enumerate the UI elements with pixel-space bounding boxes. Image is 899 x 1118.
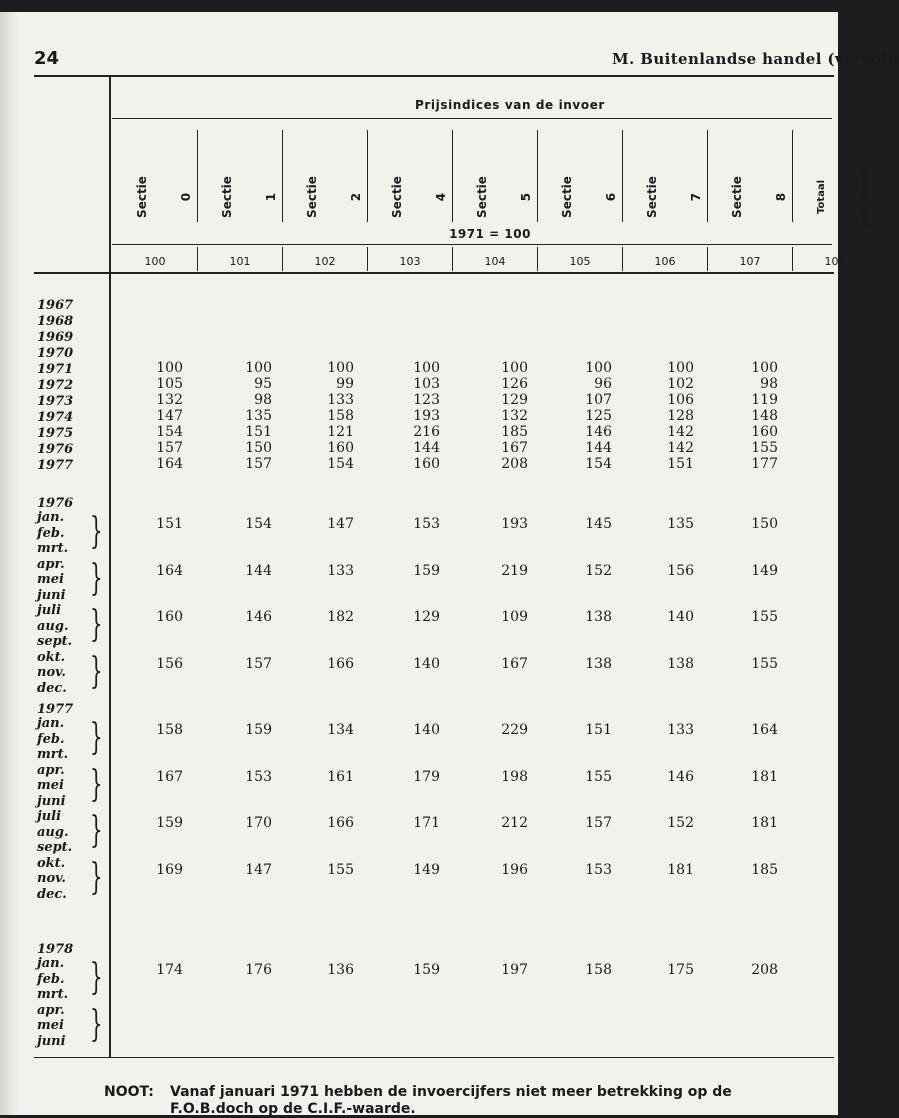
quarter-value: 174 — [156, 962, 183, 978]
quarter-value: 151 — [156, 516, 183, 532]
quarter-value: 136 — [327, 962, 354, 978]
annual-value: 107 — [585, 392, 612, 408]
month-label: apr. — [37, 556, 65, 572]
quarter-value: 185 — [751, 861, 778, 878]
annual-value: 208 — [501, 456, 528, 472]
quarter-value: 167 — [156, 768, 183, 785]
annual-value: 98 — [254, 392, 272, 408]
quarter-value: 159 — [413, 962, 440, 978]
quarter-value: 156 — [156, 655, 183, 672]
annual-value: 126 — [501, 376, 528, 392]
annual-value: 146 — [585, 424, 612, 440]
quarter-brace: } — [90, 957, 103, 998]
annual-value: 151 — [667, 456, 694, 472]
quarter-value: 169 — [156, 861, 183, 878]
quarter-value: 181 — [667, 861, 694, 878]
column-code: 105 — [569, 255, 591, 268]
footnote-prefix: NOOT: — [104, 1084, 154, 1100]
quarter-value: 140 — [667, 609, 694, 625]
annual-value: 154 — [156, 424, 183, 440]
quarter-value: 146 — [245, 609, 272, 625]
column-divider — [282, 130, 283, 222]
annual-value: 95 — [254, 376, 272, 392]
quarter-value: 160 — [156, 609, 183, 625]
year-label: 1971 — [37, 362, 74, 377]
quarter-value: 229 — [501, 722, 528, 738]
annual-value: 157 — [156, 440, 183, 456]
column-label: Sectie — [135, 176, 149, 218]
column-section: excl. sectie — [860, 165, 871, 229]
year-label: 1969 — [37, 330, 74, 345]
quarter-value: 164 — [156, 562, 183, 579]
column-label: Sectie — [730, 176, 744, 218]
year-label: 1977 — [37, 458, 74, 473]
quarter-value: 157 — [245, 655, 272, 672]
rule-top — [34, 75, 834, 77]
annual-value: 121 — [327, 424, 354, 440]
quarter-value: 179 — [413, 768, 440, 785]
column-code: 102 — [314, 255, 336, 268]
column-code: 100 — [144, 255, 166, 268]
quarter-value: 144 — [245, 562, 272, 579]
annual-value: 147 — [156, 408, 183, 424]
quarter-value: 135 — [667, 516, 694, 532]
quarter-value: 155 — [327, 861, 354, 878]
quarter-value: 167 — [501, 655, 528, 672]
month-label: mrt. — [37, 541, 69, 556]
annual-value: 105 — [156, 376, 183, 392]
quarter-value: 145 — [585, 516, 612, 532]
rule-stub — [109, 75, 111, 1057]
column-section: 6 — [604, 192, 618, 202]
year-label: 1973 — [37, 394, 74, 409]
quarter-value: 181 — [751, 768, 778, 785]
quarter-value: 176 — [245, 962, 272, 978]
annual-value: 100 — [327, 360, 354, 376]
annual-value: 100 — [245, 360, 272, 376]
month-label: aug. — [37, 824, 69, 840]
column-section: 0 — [179, 192, 193, 202]
column-label: Sectie — [220, 176, 234, 218]
document-page — [0, 12, 899, 1117]
column-header — [135, 167, 193, 227]
column-header — [816, 165, 871, 229]
rule-bottom — [34, 1057, 834, 1058]
quarter-value: 159 — [413, 562, 440, 579]
month-label: mrt. — [37, 987, 69, 1002]
annual-value: 129 — [501, 392, 528, 408]
quarter-value: 154 — [245, 516, 272, 532]
month-label: nov. — [37, 665, 66, 680]
quarter-value: 109 — [501, 609, 528, 625]
month-label: dec. — [37, 680, 67, 696]
annual-value: 123 — [413, 392, 440, 408]
annual-value: 160 — [327, 440, 354, 456]
quarter-value: 156 — [667, 562, 694, 579]
year-label: 1968 — [37, 314, 74, 329]
rule-header-codes — [112, 244, 832, 245]
base-year: 1971 = 100 — [449, 227, 531, 241]
quarter-value: 138 — [667, 655, 694, 672]
quarter-value: 140 — [413, 655, 440, 672]
annual-value: 164 — [156, 456, 183, 472]
annual-value: 144 — [585, 440, 612, 456]
column-header — [560, 167, 618, 227]
annual-value: 193 — [413, 408, 440, 424]
year-label: 1972 — [37, 378, 74, 393]
year-label: 1970 — [37, 346, 74, 361]
month-label: juli — [37, 603, 62, 618]
month-label: feb. — [37, 525, 65, 541]
month-label: juni — [37, 587, 66, 603]
quarter-value: 134 — [327, 722, 354, 738]
annual-value: 100 — [501, 360, 528, 376]
month-label: aug. — [37, 618, 69, 634]
quarter-value: 193 — [501, 516, 528, 532]
column-section: 8 — [774, 192, 788, 202]
annual-value: 99 — [336, 376, 354, 392]
column-label: Sectie — [475, 176, 489, 218]
month-label: apr. — [37, 762, 65, 778]
column-section: 4 — [434, 192, 448, 202]
column-section: 5 — [519, 192, 533, 202]
column-header — [475, 167, 533, 227]
column-section: 2 — [349, 192, 363, 202]
quarter-value: 196 — [501, 861, 528, 878]
annual-value: 100 — [413, 360, 440, 376]
month-label: jan. — [37, 716, 65, 731]
column-divider — [707, 130, 708, 222]
month-label: juni — [37, 1033, 66, 1049]
quarter-value: 175 — [667, 962, 694, 978]
rule-header-title — [112, 118, 832, 119]
month-label: mrt. — [37, 747, 69, 762]
quarter-value: 152 — [667, 815, 694, 831]
quarter-year: 1978 — [37, 942, 74, 957]
column-label: Sectie — [390, 176, 404, 218]
month-label: apr. — [37, 1002, 65, 1018]
column-divider — [792, 130, 793, 222]
year-label: 1967 — [37, 298, 74, 313]
quarter-value: 149 — [413, 861, 440, 878]
quarter-value: 153 — [413, 516, 440, 532]
rule-header-bottom — [34, 272, 834, 274]
footnote — [104, 1084, 732, 1118]
annual-value: 151 — [245, 424, 272, 440]
footnote-line-2: F.O.B.doch op de C.I.F.-waarde. — [170, 1101, 416, 1117]
column-label: Totaal — [816, 179, 827, 215]
month-label: okt. — [37, 649, 66, 665]
annual-value: 98 — [760, 376, 778, 392]
annual-value: 167 — [501, 440, 528, 456]
quarter-year: 1976 — [37, 496, 74, 511]
column-label: Sectie — [645, 176, 659, 218]
annual-value: 157 — [245, 456, 272, 472]
annual-value: 177 — [751, 456, 778, 472]
month-label: mei — [37, 572, 64, 587]
column-header — [730, 167, 788, 227]
quarter-brace: } — [90, 717, 103, 758]
quarter-value: 155 — [751, 609, 778, 625]
quarter-value: 208 — [751, 962, 778, 978]
column-code: 107 — [739, 255, 761, 268]
year-label: 1975 — [37, 426, 74, 441]
quarter-brace: } — [90, 856, 103, 898]
quarter-year: 1977 — [37, 702, 74, 717]
quarter-value: 212 — [501, 815, 528, 831]
column-divider — [622, 130, 623, 222]
quarter-value: 146 — [667, 768, 694, 785]
annual-value: 132 — [156, 392, 183, 408]
quarter-value: 161 — [327, 768, 354, 785]
column-label: Sectie — [305, 176, 319, 218]
quarter-brace: } — [90, 763, 103, 805]
quarter-value: 153 — [245, 768, 272, 785]
annual-value: 160 — [413, 456, 440, 472]
annual-value: 106 — [667, 392, 694, 408]
column-header — [645, 167, 703, 227]
quarter-value: 138 — [585, 655, 612, 672]
column-code: 104 — [484, 255, 506, 268]
annual-value: 133 — [327, 392, 354, 408]
quarter-brace: } — [90, 810, 103, 851]
month-label: mei — [37, 778, 64, 793]
quarter-value: 129 — [413, 609, 440, 625]
annual-value: 100 — [667, 360, 694, 376]
month-label: dec. — [37, 886, 67, 902]
column-section: 7 — [689, 192, 703, 202]
quarter-value: 158 — [585, 962, 612, 978]
annual-value: 154 — [585, 456, 612, 472]
quarter-value: 198 — [501, 768, 528, 785]
annual-value: 142 — [667, 440, 694, 456]
annual-value: 216 — [413, 424, 440, 440]
quarter-value: 152 — [585, 562, 612, 579]
column-code: 108 — [824, 255, 846, 268]
annual-value: 150 — [245, 440, 272, 456]
month-label: okt. — [37, 855, 66, 871]
quarter-value: 159 — [245, 722, 272, 738]
column-divider — [537, 130, 538, 222]
annual-value: 96 — [594, 376, 612, 392]
annual-value: 100 — [156, 360, 183, 376]
annual-value: 119 — [751, 392, 778, 408]
month-label: juli — [37, 809, 62, 824]
column-section: 1 — [264, 192, 278, 202]
quarter-value: 166 — [327, 815, 354, 831]
annual-value: 128 — [667, 408, 694, 424]
table-title: Prijsindices van de invoer — [415, 98, 605, 112]
quarter-value: 149 — [751, 562, 778, 579]
annual-value: 144 — [413, 440, 440, 456]
quarter-value: 140 — [413, 722, 440, 738]
quarter-brace: } — [90, 511, 103, 552]
month-label: jan. — [37, 510, 65, 525]
quarter-value: 170 — [245, 815, 272, 831]
quarter-value: 155 — [585, 768, 612, 785]
quarter-value: 166 — [327, 655, 354, 672]
column-code: 106 — [654, 255, 676, 268]
quarter-value: 151 — [585, 722, 612, 738]
quarter-value: 197 — [501, 962, 528, 978]
year-label: 1976 — [37, 442, 74, 457]
column-divider — [367, 130, 368, 222]
annual-value: 148 — [751, 408, 778, 424]
quarter-value: 158 — [156, 722, 183, 738]
quarter-value: 181 — [751, 815, 778, 831]
annual-value: 100 — [751, 360, 778, 376]
month-label: sept. — [37, 634, 73, 649]
annual-value: 135 — [245, 408, 272, 424]
month-label: jan. — [37, 956, 65, 971]
annual-value: 158 — [327, 408, 354, 424]
quarter-value: 147 — [327, 516, 354, 532]
month-label: nov. — [37, 871, 66, 886]
quarter-value: 171 — [413, 815, 440, 831]
column-header — [390, 167, 448, 227]
column-code: 103 — [399, 255, 421, 268]
month-label: feb. — [37, 731, 65, 747]
quarter-value: 157 — [585, 815, 612, 831]
column-label: Sectie — [560, 176, 574, 218]
year-label: 1974 — [37, 410, 74, 425]
page-number: 24 — [34, 48, 60, 69]
annual-value: 102 — [667, 376, 694, 392]
quarter-brace: } — [90, 604, 103, 645]
annual-value: 160 — [751, 424, 778, 440]
annual-value: 185 — [501, 424, 528, 440]
column-divider — [197, 130, 198, 222]
quarter-value: 133 — [327, 562, 354, 579]
running-head: M. Buitenlandse handel (vervolg — [612, 50, 899, 68]
annual-value: 154 — [327, 456, 354, 472]
quarter-value: 155 — [751, 655, 778, 672]
month-label: mei — [37, 1018, 64, 1033]
quarter-brace: } — [90, 1003, 103, 1045]
quarter-value: 164 — [751, 722, 778, 738]
month-label: sept. — [37, 840, 73, 855]
quarter-value: 147 — [245, 861, 272, 878]
column-divider — [452, 130, 453, 222]
column-header — [305, 167, 363, 227]
quarter-value: 219 — [501, 562, 528, 579]
annual-value: 100 — [585, 360, 612, 376]
month-label: feb. — [37, 971, 65, 987]
quarter-value: 138 — [585, 609, 612, 625]
quarter-value: 150 — [751, 516, 778, 532]
annual-value: 155 — [751, 440, 778, 456]
quarter-brace: } — [90, 650, 103, 692]
annual-value: 142 — [667, 424, 694, 440]
column-code: 101 — [229, 255, 251, 268]
quarter-brace: } — [90, 557, 103, 599]
quarter-value: 133 — [667, 722, 694, 738]
quarter-value: 182 — [327, 609, 354, 625]
quarter-value: 153 — [585, 861, 612, 878]
footnote-line-1: Vanaf januari 1971 hebben de invoercijfers niet meer betrekking op de — [170, 1084, 732, 1100]
column-header — [220, 167, 278, 227]
quarter-value: 159 — [156, 815, 183, 831]
annual-value: 132 — [501, 408, 528, 424]
annual-value: 125 — [585, 408, 612, 424]
month-label: juni — [37, 793, 66, 809]
annual-value: 103 — [413, 376, 440, 392]
